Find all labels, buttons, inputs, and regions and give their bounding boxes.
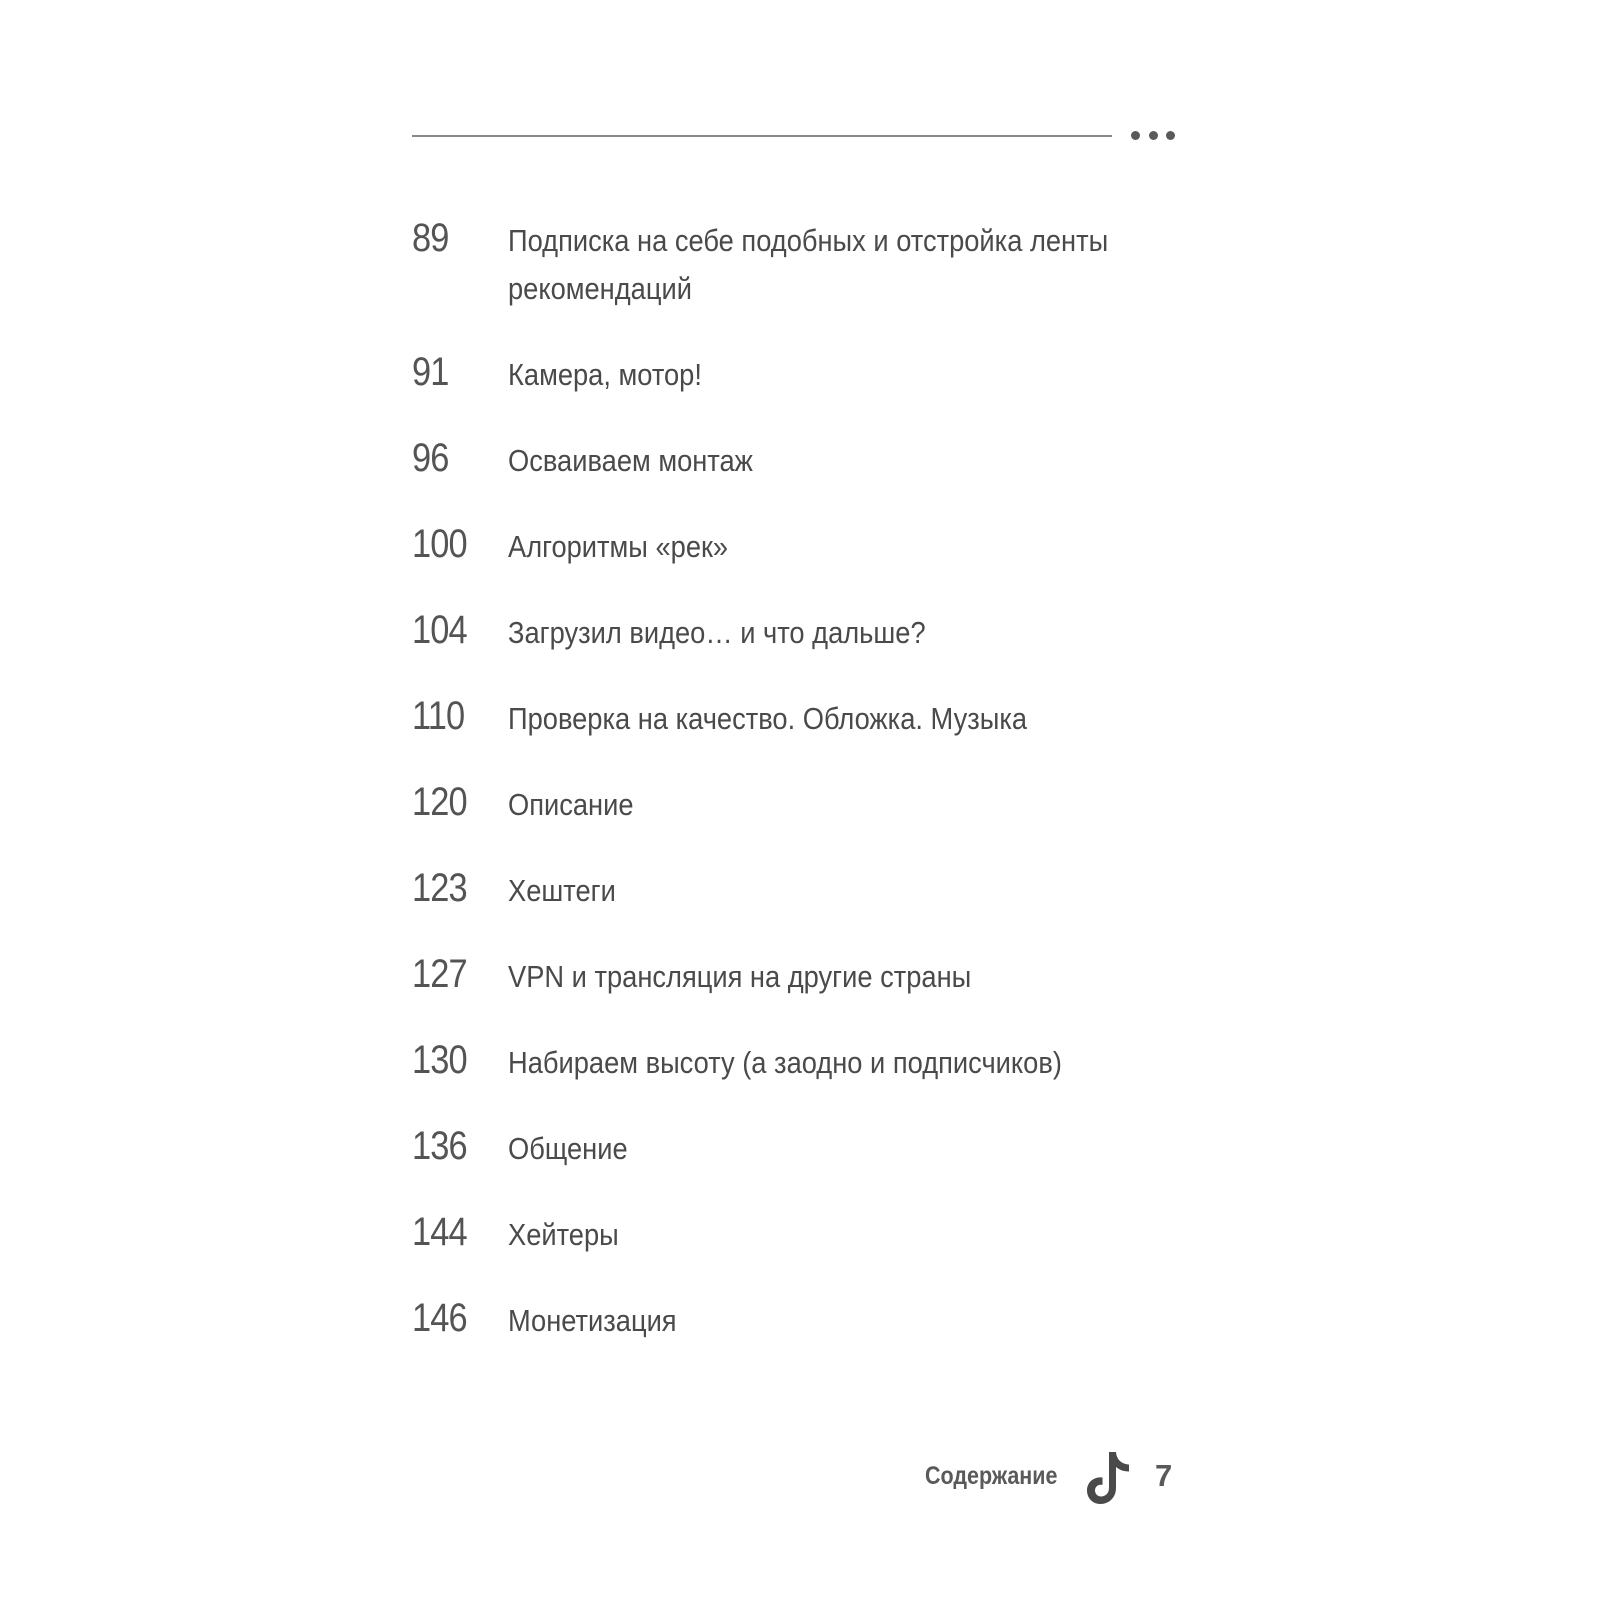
toc-entry [412, 521, 1182, 571]
toc-entry [412, 607, 1182, 657]
tiktok-note-icon [1085, 1448, 1135, 1508]
toc-entry [412, 435, 1182, 485]
toc-entry-title: Загрузил видео… и что дальше? [508, 615, 926, 650]
toc-page-number: 130 [412, 1038, 467, 1082]
page-number: 7 [1155, 1458, 1173, 1493]
toc-title-line1: Подписка на себе подобных и отстройка ленты [508, 223, 1109, 258]
toc-entry-title: Описание [508, 787, 634, 822]
toc-entry [412, 779, 1182, 829]
toc-page-number: 89 [412, 216, 449, 260]
toc-entry-title: Монетизация [508, 1303, 677, 1338]
toc-entry [412, 865, 1182, 915]
toc-page-number: 120 [412, 780, 467, 824]
toc-page-number: 144 [412, 1210, 467, 1254]
dot [1166, 131, 1175, 140]
toc-entry-title: Набираем высоту (а заодно и подписчиков) [508, 1045, 1062, 1080]
toc-entry [412, 215, 1182, 313]
toc-entry-title: Проверка на качество. Обложка. Музыка [508, 701, 1028, 736]
toc-entry [412, 1037, 1182, 1087]
toc-entry [412, 693, 1182, 743]
toc-page-number: 104 [412, 608, 467, 652]
toc-entry-title: Общение [508, 1131, 628, 1166]
footer-section-label: Содержание [925, 1462, 1058, 1490]
toc-entry-title: VPN и трансляция на другие страны [508, 959, 972, 994]
toc-page-number: 110 [412, 694, 465, 738]
page-footer [925, 1448, 1185, 1508]
toc-page-number: 91 [412, 350, 449, 394]
ellipsis-dots-icon [1131, 131, 1175, 141]
toc-entry [412, 349, 1182, 399]
toc-entry [412, 1123, 1182, 1173]
toc-page-number: 123 [412, 866, 467, 910]
toc-entry [412, 1209, 1182, 1259]
toc-page-number: 96 [412, 436, 449, 480]
toc-entry-title: Алгоритмы «рек» [508, 529, 729, 564]
dot [1131, 131, 1140, 140]
toc-entry-title: Хештеги [508, 873, 616, 908]
toc-entry-title [508, 215, 1108, 313]
toc-entry [412, 951, 1182, 1001]
toc-page-number: 146 [412, 1296, 467, 1340]
header-rule [412, 135, 1112, 137]
toc-page-number: 100 [412, 522, 467, 566]
toc-entry-title: Хейтеры [508, 1217, 619, 1252]
toc-entry-title: Осваиваем монтаж [508, 443, 753, 478]
toc-page-number: 127 [412, 952, 467, 996]
toc-entry-title: Камера, мотор! [508, 357, 702, 392]
toc-entry [412, 1295, 1182, 1345]
dot [1149, 131, 1158, 140]
toc-title-line2: рекомендаций [508, 271, 692, 306]
toc-page-number: 136 [412, 1124, 467, 1168]
